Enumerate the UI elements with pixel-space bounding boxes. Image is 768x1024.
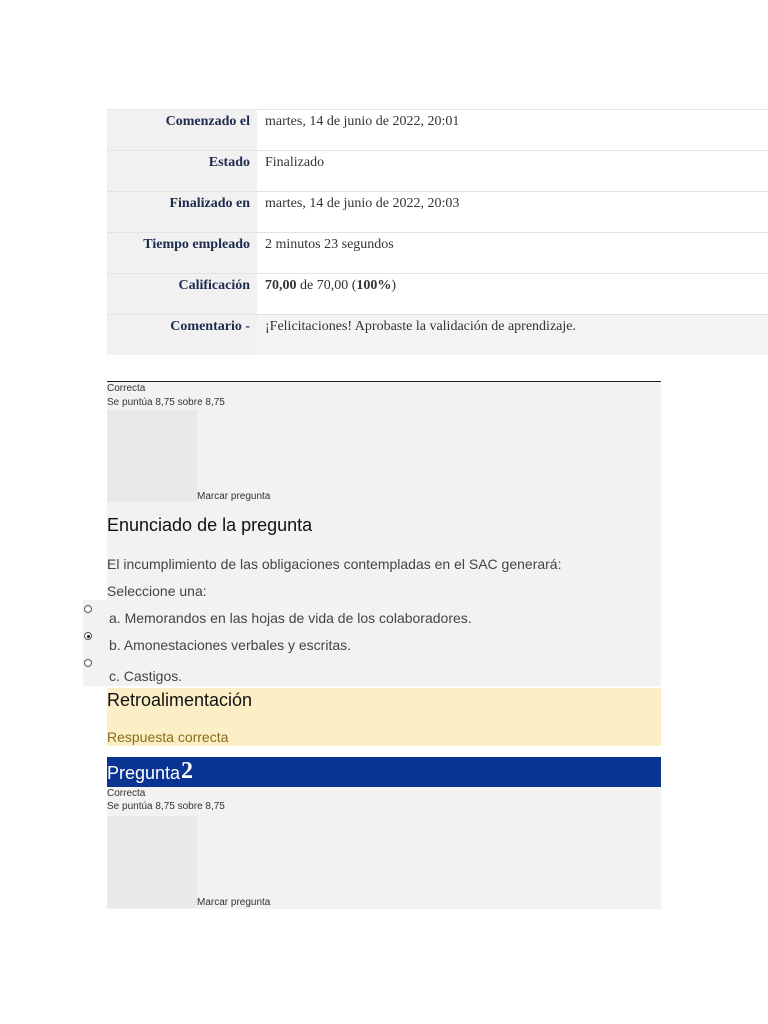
option-c-label[interactable]: c. Castigos. xyxy=(109,668,183,684)
option-b-label[interactable]: b. Amonestaciones verbales y escritas. xyxy=(109,637,352,653)
summary-row-comment xyxy=(107,315,768,355)
option-b-radio[interactable] xyxy=(84,632,92,640)
question1-grade: Se puntúa 8,75 sobre 8,75 xyxy=(107,397,225,408)
summary-row-finished xyxy=(107,192,768,233)
summary-value: martes, 14 de junio de 2022, 20:01 xyxy=(257,110,768,150)
question1-feedback xyxy=(107,688,661,746)
grade-percent: 100% xyxy=(356,278,392,293)
question1-state: Correcta xyxy=(107,383,146,394)
question2-state: Correcta xyxy=(107,788,146,799)
question1-prompt: Seleccione una: xyxy=(107,583,207,599)
feedback-title: Retroalimentación xyxy=(107,690,253,710)
grade-score: 70,00 xyxy=(265,278,297,293)
question2-flag-link[interactable]: Marcar pregunta xyxy=(197,897,271,908)
question2-header xyxy=(107,757,661,787)
attempt-summary-table xyxy=(107,109,768,355)
question2-number: 2 xyxy=(181,758,193,784)
feedback-text: Respuesta correcta xyxy=(107,729,229,745)
summary-label: Calificación xyxy=(107,274,257,314)
summary-value: martes, 14 de junio de 2022, 20:03 xyxy=(257,192,768,232)
summary-row-started xyxy=(107,110,768,151)
question1-info-inner xyxy=(107,410,197,502)
option-a-label[interactable]: a. Memorandos en las hojas de vida de los colaboradores. xyxy=(109,610,472,626)
summary-label: Comentario - xyxy=(107,315,257,355)
summary-row-grade xyxy=(107,274,768,315)
summary-value: Finalizado xyxy=(257,151,768,191)
option-a-radio[interactable] xyxy=(84,605,92,613)
summary-row-state xyxy=(107,151,768,192)
grade-mid: de 70,00 ( xyxy=(296,278,357,293)
summary-value xyxy=(257,274,768,314)
grade-end: ) xyxy=(391,278,397,293)
summary-value: ¡Felicitaciones! Aprobaste la validación de aprendizaje. xyxy=(257,315,768,355)
question2-title-word: Pregunta xyxy=(107,763,181,783)
summary-label: Comenzado el xyxy=(107,110,257,150)
question2-grade: Se puntúa 8,75 sobre 8,75 xyxy=(107,801,225,812)
question1-heading: Enunciado de la pregunta xyxy=(107,515,313,535)
summary-row-time xyxy=(107,233,768,274)
summary-value: 2 minutos 23 segundos xyxy=(257,233,768,273)
summary-label: Tiempo empleado xyxy=(107,233,257,273)
question1-flag-link[interactable]: Marcar pregunta xyxy=(197,491,271,502)
option-c-radio[interactable] xyxy=(84,659,92,667)
question2-info-inner xyxy=(107,816,197,908)
summary-label: Estado xyxy=(107,151,257,191)
question1-text: El incumplimiento de las obligaciones contempladas en el SAC generará: xyxy=(107,556,562,572)
summary-label: Finalizado en xyxy=(107,192,257,232)
